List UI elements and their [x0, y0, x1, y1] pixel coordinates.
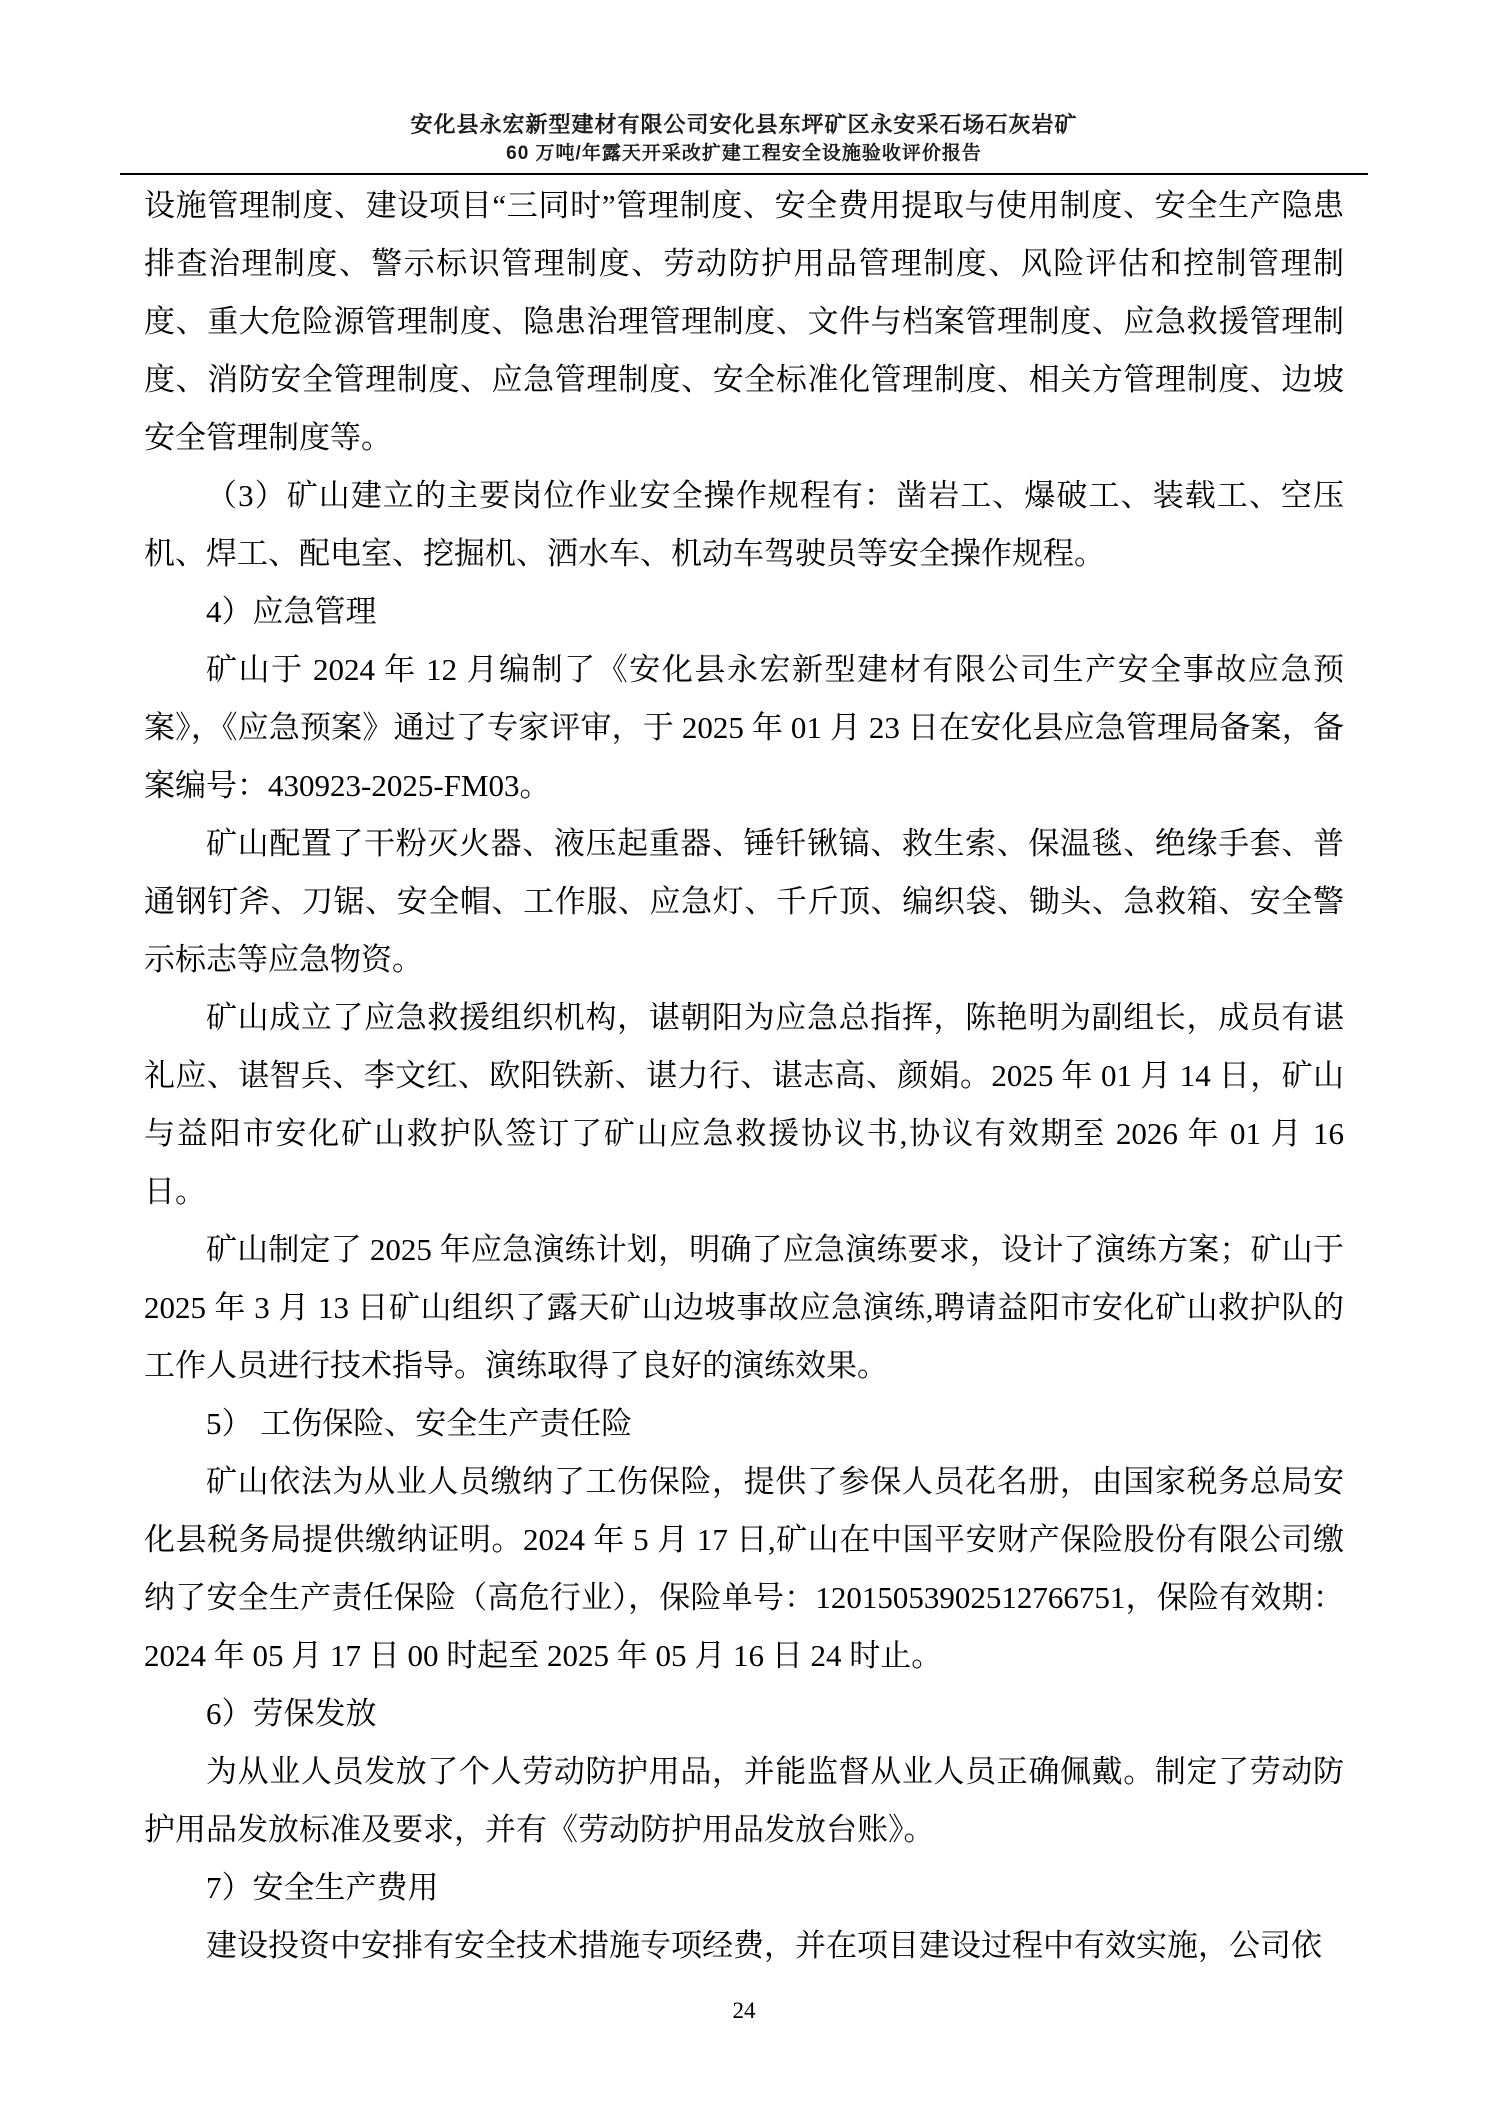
section-heading: 7）安全生产费用: [206, 1870, 439, 1905]
body-paragraph: 矿山制定了 2025 年应急演练计划，明确了应急演练要求，设计了演练方案；矿山于 2025 年 3 月 13 日矿山组织了露天矿山边坡事故应急演练,聘请益阳市安化矿山救护队的工作人员进行技术指导。演练取得了良好的演练效果。: [144, 1232, 1344, 1383]
body-paragraph: 矿山依法为从业人员缴纳了工伤保险，提供了参保人员花名册，由国家税务总局安化县税务局提供缴纳证明。2024 年 5 月 17 日,矿山在中国平安财产保险股份有限公司缴纳了安全生产责任保险（高危行业），保险单号：12015053902512766751，保险有效期：2024 年 05 月 17 日 00 时起至 2025 年 05 月 16 日 24 时止。: [144, 1464, 1344, 1673]
header-title-line2: 60 万吨/年露天开采改扩建工程安全设施验收评价报告: [506, 143, 982, 164]
header-divider: [120, 173, 1368, 175]
body-paragraph: 设施管理制度、建设项目“三同时”管理制度、安全费用提取与使用制度、安全生产隐患排查治理制度、警示标识管理制度、劳动防护用品管理制度、风险评估和控制管理制度、重大危险源管理制度、隐患治理管理制度、文件与档案管理制度、应急救援管理制度、消防安全管理制度、应急管理制度、安全标准化管理制度、相关方管理制度、边坡安全管理制度等。: [144, 188, 1344, 455]
page-number: 24: [732, 1998, 756, 2023]
header-title-line1: 安化县永宏新型建材有限公司安化县东坪矿区永安采石场石灰岩矿: [410, 112, 1078, 137]
body-paragraph: 为从业人员发放了个人劳动防护用品，并能监督从业人员正确佩戴。制定了劳动防护用品发放标准及要求，并有《劳动防护用品发放台账》。: [144, 1754, 1344, 1847]
body-paragraph: 建设投资中安排有安全技术措施专项经费，并在项目建设过程中有效实施，公司依: [206, 1928, 1322, 1963]
body-paragraphs: [144, 177, 1344, 1975]
body-paragraph: 矿山于 2024 年 12 月编制了《安化县永宏新型建材有限公司生产安全事故应急预案》，《应急预案》通过了专家评审，于 2025 年 01 月 23 日在安化县应急管理局备案，备案编号：430923-2025-FM03。: [144, 652, 1344, 803]
section-heading: 4）应急管理: [206, 594, 377, 629]
section-heading: 5） 工伤保险、安全生产责任险: [206, 1406, 633, 1441]
body-paragraph: 矿山成立了应急救援组织机构，谌朝阳为应急总指挥，陈艳明为副组长，成员有谌礼应、谌智兵、李文红、欧阳铁新、谌力行、谌志高、颜娟。2025 年 01 月 14 日，矿山与益阳市安化矿山救护队签订了矿山应急救援协议书,协议有效期至 2026 年 01 月 16 日。: [144, 1000, 1344, 1209]
section-heading: 6）劳保发放: [206, 1696, 377, 1731]
body-paragraph: 矿山配置了干粉灭火器、液压起重器、锤钎锹镐、救生索、保温毯、绝缘手套、普通钢钉斧、刀锯、安全帽、工作服、应急灯、千斤顶、编织袋、锄头、急救箱、安全警示标志等应急物资。: [144, 826, 1344, 977]
body-paragraph: （3）矿山建立的主要岗位作业安全操作规程有：凿岩工、爆破工、装载工、空压机、焊工、配电室、挖掘机、洒水车、机动车驾驶员等安全操作规程。: [144, 478, 1344, 571]
page-header: [0, 0, 1488, 167]
